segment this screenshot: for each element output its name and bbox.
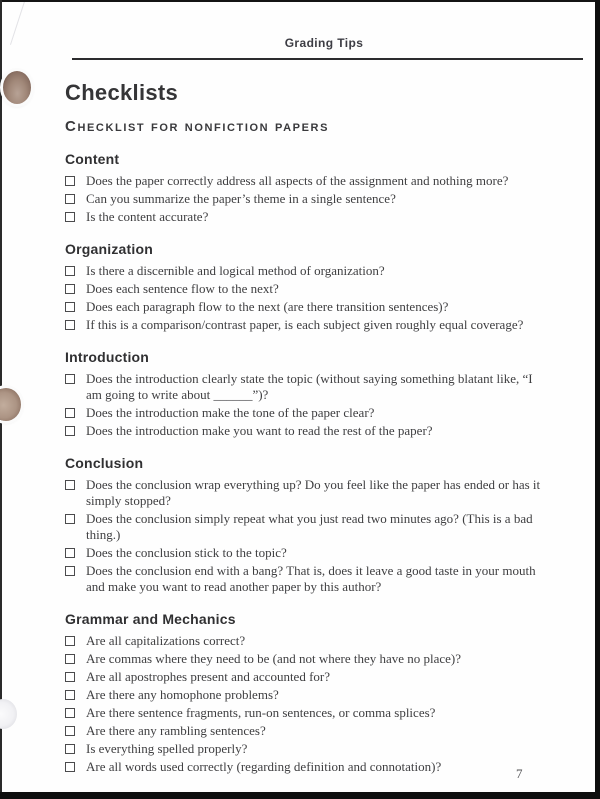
section-items: [65, 371, 548, 439]
checklist-item: [65, 563, 548, 595]
checklist-item: [65, 545, 548, 561]
section-heading: Organization: [65, 241, 153, 257]
page-content: [65, 80, 548, 777]
checklist-item-text: Does the conclusion stick to the topic?: [86, 545, 287, 560]
checkbox-icon[interactable]: [65, 654, 75, 664]
checklist-item-text: Does the introduction clearly state the topic (without saying something blatant like, “I am going to write about ______”)?: [86, 371, 533, 402]
checkbox-icon[interactable]: [65, 744, 75, 754]
checklist-section: [65, 241, 548, 333]
checklist-item-text: Are there sentence fragments, run-on sentences, or comma splices?: [86, 705, 436, 720]
checklist-item-text: Does each paragraph flow to the next (are there transition sentences)?: [86, 299, 449, 314]
checkbox-icon[interactable]: [65, 320, 75, 330]
checklist-item-text: Are there any rambling sentences?: [86, 723, 266, 738]
checkbox-icon[interactable]: [65, 266, 75, 276]
section-items: [65, 173, 548, 225]
checklist-section: [65, 151, 548, 225]
header-rule: [72, 58, 583, 60]
checklist-item: [65, 477, 548, 509]
checkbox-icon[interactable]: [65, 672, 75, 682]
checkbox-icon[interactable]: [65, 726, 75, 736]
checkbox-icon[interactable]: [65, 548, 75, 558]
binder-hole-top: [3, 71, 31, 104]
checklist-section: [65, 455, 548, 595]
running-header: Grading Tips: [284, 36, 364, 50]
checklist-subtitle: Checklist for nonfiction papers: [65, 118, 330, 135]
checklist-item-text: Is the content accurate?: [86, 209, 209, 224]
checklist-item: [65, 317, 548, 333]
checklist-item: [65, 371, 548, 403]
checklist-item-text: Are all capitalizations correct?: [86, 633, 246, 648]
checkbox-icon[interactable]: [65, 514, 75, 524]
checklist-item: [65, 633, 548, 649]
checklist-item: [65, 263, 548, 279]
checklist-item-text: Are all apostrophes present and accounted for?: [86, 669, 331, 684]
checklist-item-text: Are commas where they need to be (and not where they have no place)?: [86, 651, 462, 666]
checklist-item: [65, 651, 548, 667]
checklist-item: [65, 299, 548, 315]
checkbox-icon[interactable]: [65, 566, 75, 576]
checklist-item: [65, 669, 548, 685]
checklist-item-text: Does the introduction make the tone of the paper clear?: [86, 405, 375, 420]
checklist-item-text: Does the introduction make you want to read the rest of the paper?: [86, 423, 433, 438]
section-heading: Grammar and Mechanics: [65, 611, 236, 627]
scan-edge-right: [595, 0, 600, 799]
checklist-section: [65, 349, 548, 439]
checklist-item: [65, 759, 548, 775]
section-items: [65, 477, 548, 595]
page-number: 7: [516, 766, 523, 781]
checkbox-icon[interactable]: [65, 212, 75, 222]
checkbox-icon[interactable]: [65, 302, 75, 312]
checklist-item: [65, 705, 548, 721]
checklist-item-text: Is everything spelled properly?: [86, 741, 248, 756]
checkbox-icon[interactable]: [65, 480, 75, 490]
checklist-item: [65, 687, 548, 703]
checkbox-icon[interactable]: [65, 176, 75, 186]
checklist-item: [65, 741, 548, 757]
section-heading: Introduction: [65, 349, 150, 365]
checklist-item: [65, 191, 548, 207]
checklist-item-text: Does each sentence flow to the next?: [86, 281, 279, 296]
checkbox-icon[interactable]: [65, 690, 75, 700]
checkbox-icon[interactable]: [65, 284, 75, 294]
checklist-item: [65, 423, 548, 439]
scan-edge-top: [0, 0, 600, 2]
scan-edge-bottom: [0, 792, 600, 799]
checkbox-icon[interactable]: [65, 762, 75, 772]
binder-hole-middle: [0, 388, 21, 421]
checklist-item-text: Does the paper correctly address all aspects of the assignment and nothing more?: [86, 173, 509, 188]
checkbox-icon[interactable]: [65, 708, 75, 718]
section-heading: Conclusion: [65, 455, 144, 471]
checklist-item-text: Does the conclusion end with a bang? That is, does it leave a good taste in your mouth and make you want to read another paper by this author?: [86, 563, 536, 594]
checklist-item-text: Are there any homophone problems?: [86, 687, 279, 702]
checklist-section: [65, 611, 548, 775]
checklist-item: [65, 511, 548, 543]
binder-hole-bottom: [0, 699, 17, 729]
checklist-item-text: Does the conclusion simply repeat what you just read two minutes ago? (This is a bad thing.): [86, 511, 533, 542]
checklist-item-text: If this is a comparison/contrast paper, is each subject given roughly equal coverage?: [86, 317, 524, 332]
page-corner-crease: [10, 0, 27, 45]
checkbox-icon[interactable]: [65, 194, 75, 204]
checklist-item-text: Can you summarize the paper’s theme in a single sentence?: [86, 191, 396, 206]
checkbox-icon[interactable]: [65, 636, 75, 646]
checklist-item: [65, 405, 548, 421]
checklist-item: [65, 173, 548, 189]
checklist-item-text: Is there a discernible and logical method of organization?: [86, 263, 385, 278]
checklist-item: [65, 723, 548, 739]
section-heading: Content: [65, 151, 120, 167]
section-items: [65, 263, 548, 333]
checklist-item-text: Does the conclusion wrap everything up? Do you feel like the paper has ended or has it simply stopped?: [86, 477, 541, 508]
checklist-item: [65, 209, 548, 225]
section-items: [65, 633, 548, 775]
checklist-item: [65, 281, 548, 297]
checklist-item-text: Are all words used correctly (regarding definition and connotation)?: [86, 759, 442, 774]
page-title: Checklists: [65, 80, 179, 105]
checkbox-icon[interactable]: [65, 374, 75, 384]
checkbox-icon[interactable]: [65, 408, 75, 418]
checklist-sections: [65, 151, 548, 775]
checkbox-icon[interactable]: [65, 426, 75, 436]
